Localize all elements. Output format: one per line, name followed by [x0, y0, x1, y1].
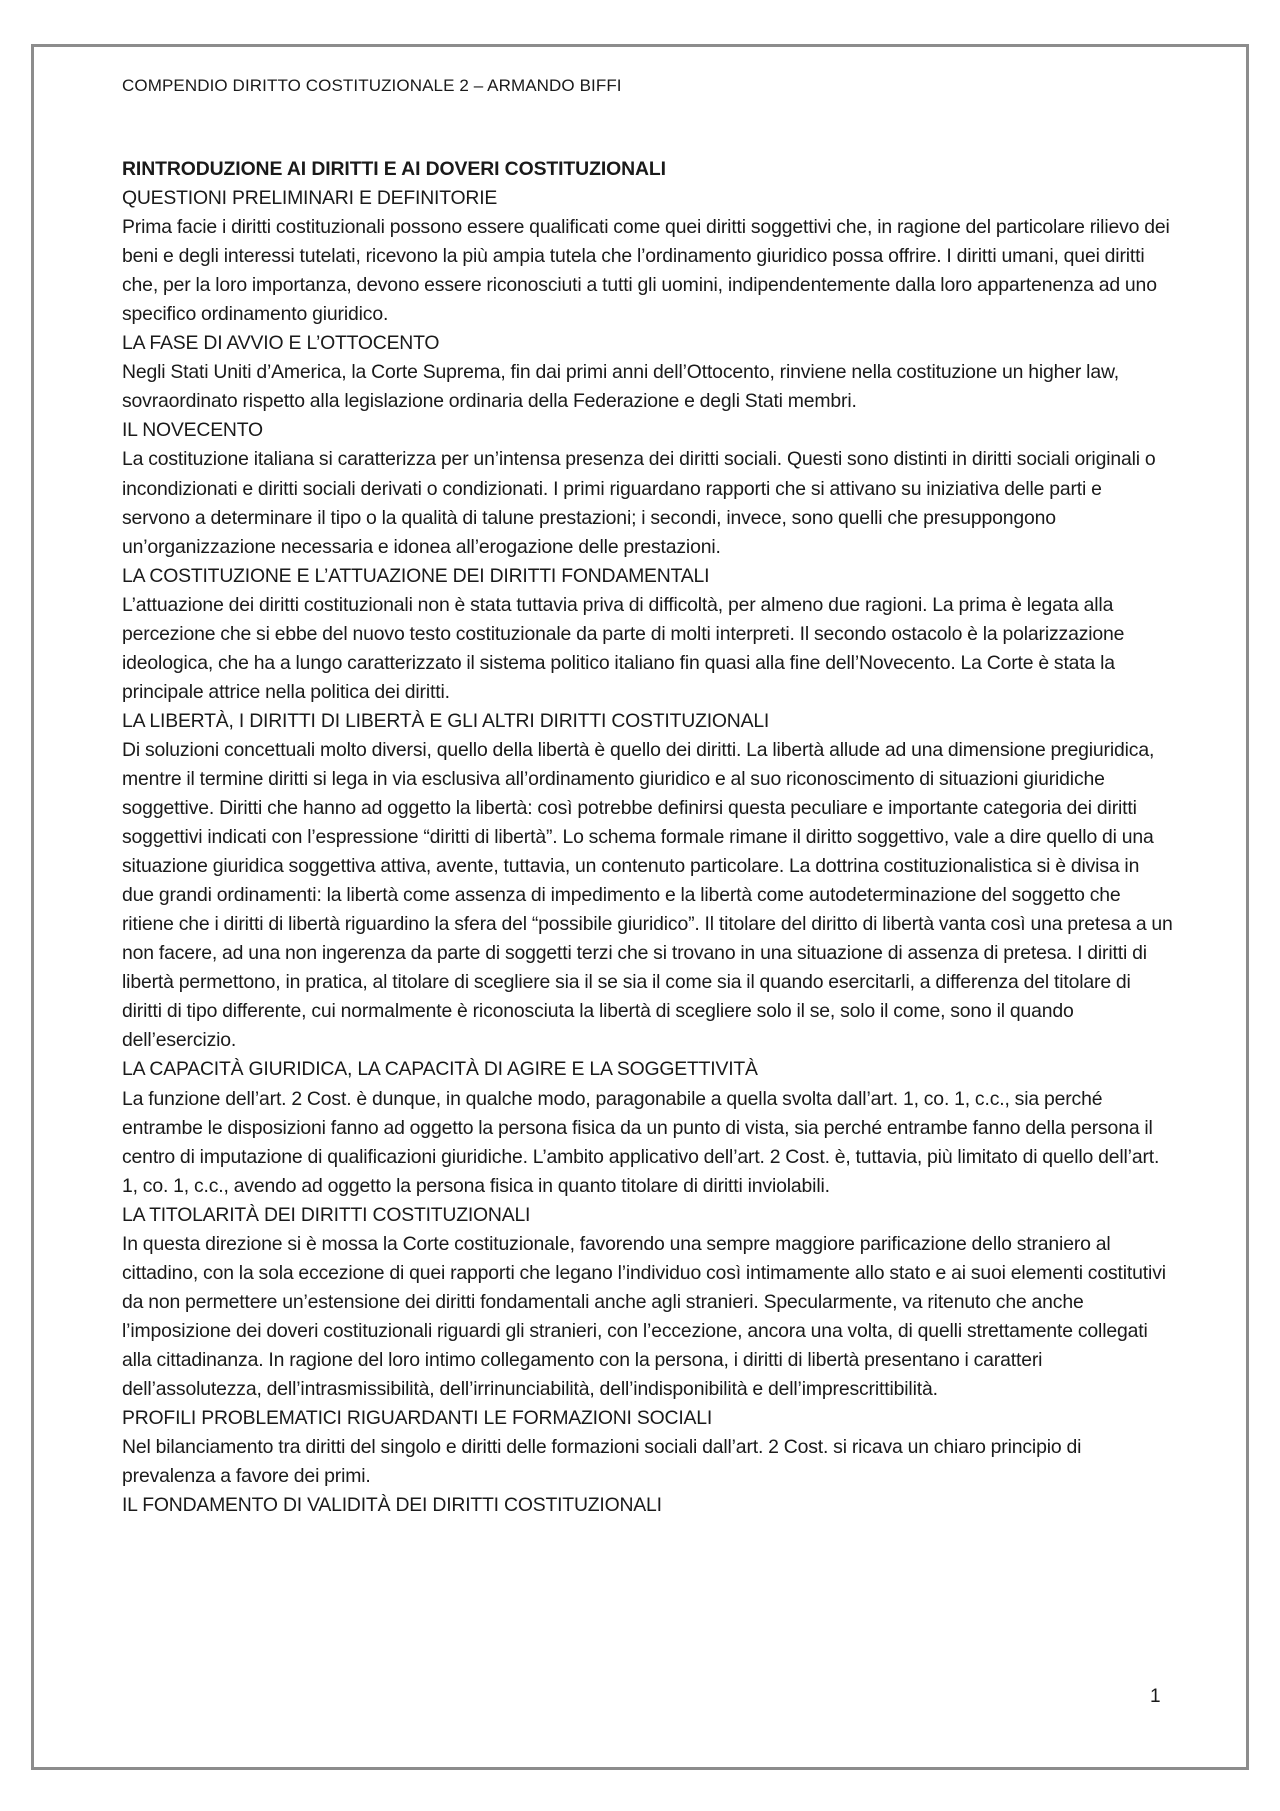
section-heading: LA LIBERTÀ, I DIRITTI DI LIBERTÀ E GLI ALTRI DIRITTI COSTITUZIONALI [122, 709, 770, 732]
section-heading: IL FONDAMENTO DI VALIDITÀ DEI DIRITTI COSTITUZIONALI [122, 1494, 662, 1517]
section-paragraph: La costituzione italiana si caratterizza per un’intensa presenza dei diritti sociali. Questi sono distinti in diritti sociali originali o incondizionati e diritti sociali derivati o condizionati. I primi riguardano rapporti che si attivano su iniziativa delle parti e servono a determinare il tipo o la qualità di talune prestazioni; i secondi, invece, sono quelli che presuppongono un’organizzazione necessaria e idonea all’erogazione delle prestazioni. [122, 448, 1156, 558]
section-paragraph: Prima facie i diritti costituzionali possono essere qualificati come quei diritti soggettivi che, in ragione del particolare rilievo dei beni e degli interessi tutelati, ricevono la più ampia tutela che l’ordinamento giuridico possa offrire. I diritti umani, quei diritti che, per la loro importanza, devono essere riconosciuti a tutti gli uomini, indipendentemente dalla loro appartenenza ad uno specifico ordinamento giuridico. [122, 216, 1170, 326]
section-heading: IL NOVECENTO [122, 419, 263, 442]
section-paragraph: Nel bilanciamento tra diritti del singolo e diritti delle formazioni sociali dall’art. 2 Cost. si ricava un chiaro principio di prevalenza a favore dei primi. [122, 1436, 1082, 1488]
page-number: 1 [1150, 1686, 1161, 1707]
section-paragraph: L’attuazione dei diritti costituzionali non è stata tuttavia priva di difficoltà, per almeno due ragioni. La prima è legata alla percezione che si ebbe del nuovo testo costituzionale da parte di molti interpreti. Il secondo ostacolo è la polarizzazione ideologica, che ha a lungo caratterizzato il sistema politico italiano fin quasi alla fine dell’Novecento. La Corte è stata la principale attrice nella politica dei diritti. [122, 593, 1125, 703]
section-paragraph: In questa direzione si è mossa la Corte costituzionale, favorendo una sempre maggiore parificazione dello straniero al cittadino, con la sola eccezione di quei rapporti che legano l’individuo così intimamente allo stato e ai suoi elementi costitutivi da non permettere un’estensione dei diritti fondamentali anche agli stranieri. Specularmente, va ritenuto che anche l’imposizione dei doveri costituzionali riguardi gli stranieri, con l’eccezione, ancora una volta, di quelli strettamente collegati alla cittadinanza. In ragione del loro intimo collegamento con la persona, i diritti di libertà presentano i caratteri dell’assolutezza, dell’intrasmissibilità, dell’irrinunciabilità, dell’indisponibilità e dell’imprescrittibilità. [122, 1232, 1166, 1400]
running-header: COMPENDIO DIRITTO COSTITUZIONALE 2 – ARMANDO BIFFI [122, 76, 622, 95]
section-paragraph: La funzione dell’art. 2 Cost. è dunque, in qualche modo, paragonabile a quella svolta dall’art. 1, co. 1, c.c., sia perché entrambe le disposizioni fanno ad oggetto la persona fisica da un punto di vista, sia perché entrambe fanno della persona il centro di imputazione di qualificazioni giuridiche. L’ambito applicativo dell’art. 2 Cost. è, tuttavia, più limitato di quello dell’art. 1, co. 1, c.c., avendo ad oggetto la persona fisica in quanto titolare di diritti inviolabili. [122, 1087, 1160, 1197]
section-paragraph: Negli Stati Uniti d’America, la Corte Suprema, fin dai primi anni dell’Ottocento, rinviene nella costituzione un higher law, sovraordinato rispetto alla legislazione ordinaria della Federazione e degli Stati membri. [122, 361, 1119, 413]
section-paragraph: Di soluzioni concettuali molto diversi, quello della libertà è quello dei diritti. La libertà allude ad una dimensione pregiuridica, mentre il termine diritti si lega in via esclusiva all’ordinamento giuridico e al suo riconoscimento di situazioni giuridiche soggettive. Diritti che hanno ad oggetto la libertà: così potrebbe definirsi questa peculiare e importante categoria dei diritti soggettivi indicati con l’espressione “diritti di libertà”. Lo schema formale rimane il diritto soggettivo, vale a dire quello di una situazione giuridica soggettiva attiva, avente, tuttavia, un contenuto particolare. La dottrina costituzionalistica si è divisa in due grandi ordinamenti: la libertà come assenza di impedimento e la libertà come autodeterminazione del soggetto che ritiene che i diritti di libertà riguardino la sfera del “possibile giuridico”. Il titolare del diritto di libertà vanta così una pretesa a un non facere, ad una non ingerenza da parte di soggetti terzi che si trovano in una situazione di assenza di pretesa. I diritti di libertà permettono, in pratica, al titolare di scegliere sia il se sia il come sia il quando esercitarli, a differenza del titolare di diritti di tipo differente, cui normalmente è riconosciuta la libertà di scegliere solo il se, solo il come, sono il quando dell’esercizio. [122, 738, 1173, 1052]
section-heading: LA CAPACITÀ GIURIDICA, LA CAPACITÀ DI AGIRE E LA SOGGETTIVITÀ [122, 1058, 758, 1081]
chapter-title: RINTRODUZIONE AI DIRITTI E AI DOVERI COSTITUZIONALI [122, 158, 666, 180]
section-heading: LA COSTITUZIONE E L’ATTUAZIONE DEI DIRITTI FONDAMENTALI [122, 564, 710, 587]
document-body [122, 155, 1174, 1520]
section-heading: PROFILI PROBLEMATICI RIGUARDANTI LE FORMAZIONI SOCIALI [122, 1407, 713, 1430]
section-heading: LA FASE DI AVVIO E L’OTTOCENTO [122, 332, 440, 355]
section-heading: QUESTIONI PRELIMINARI E DEFINITORIE [122, 187, 498, 210]
section-heading: LA TITOLARITÀ DEI DIRITTI COSTITUZIONALI [122, 1203, 531, 1226]
